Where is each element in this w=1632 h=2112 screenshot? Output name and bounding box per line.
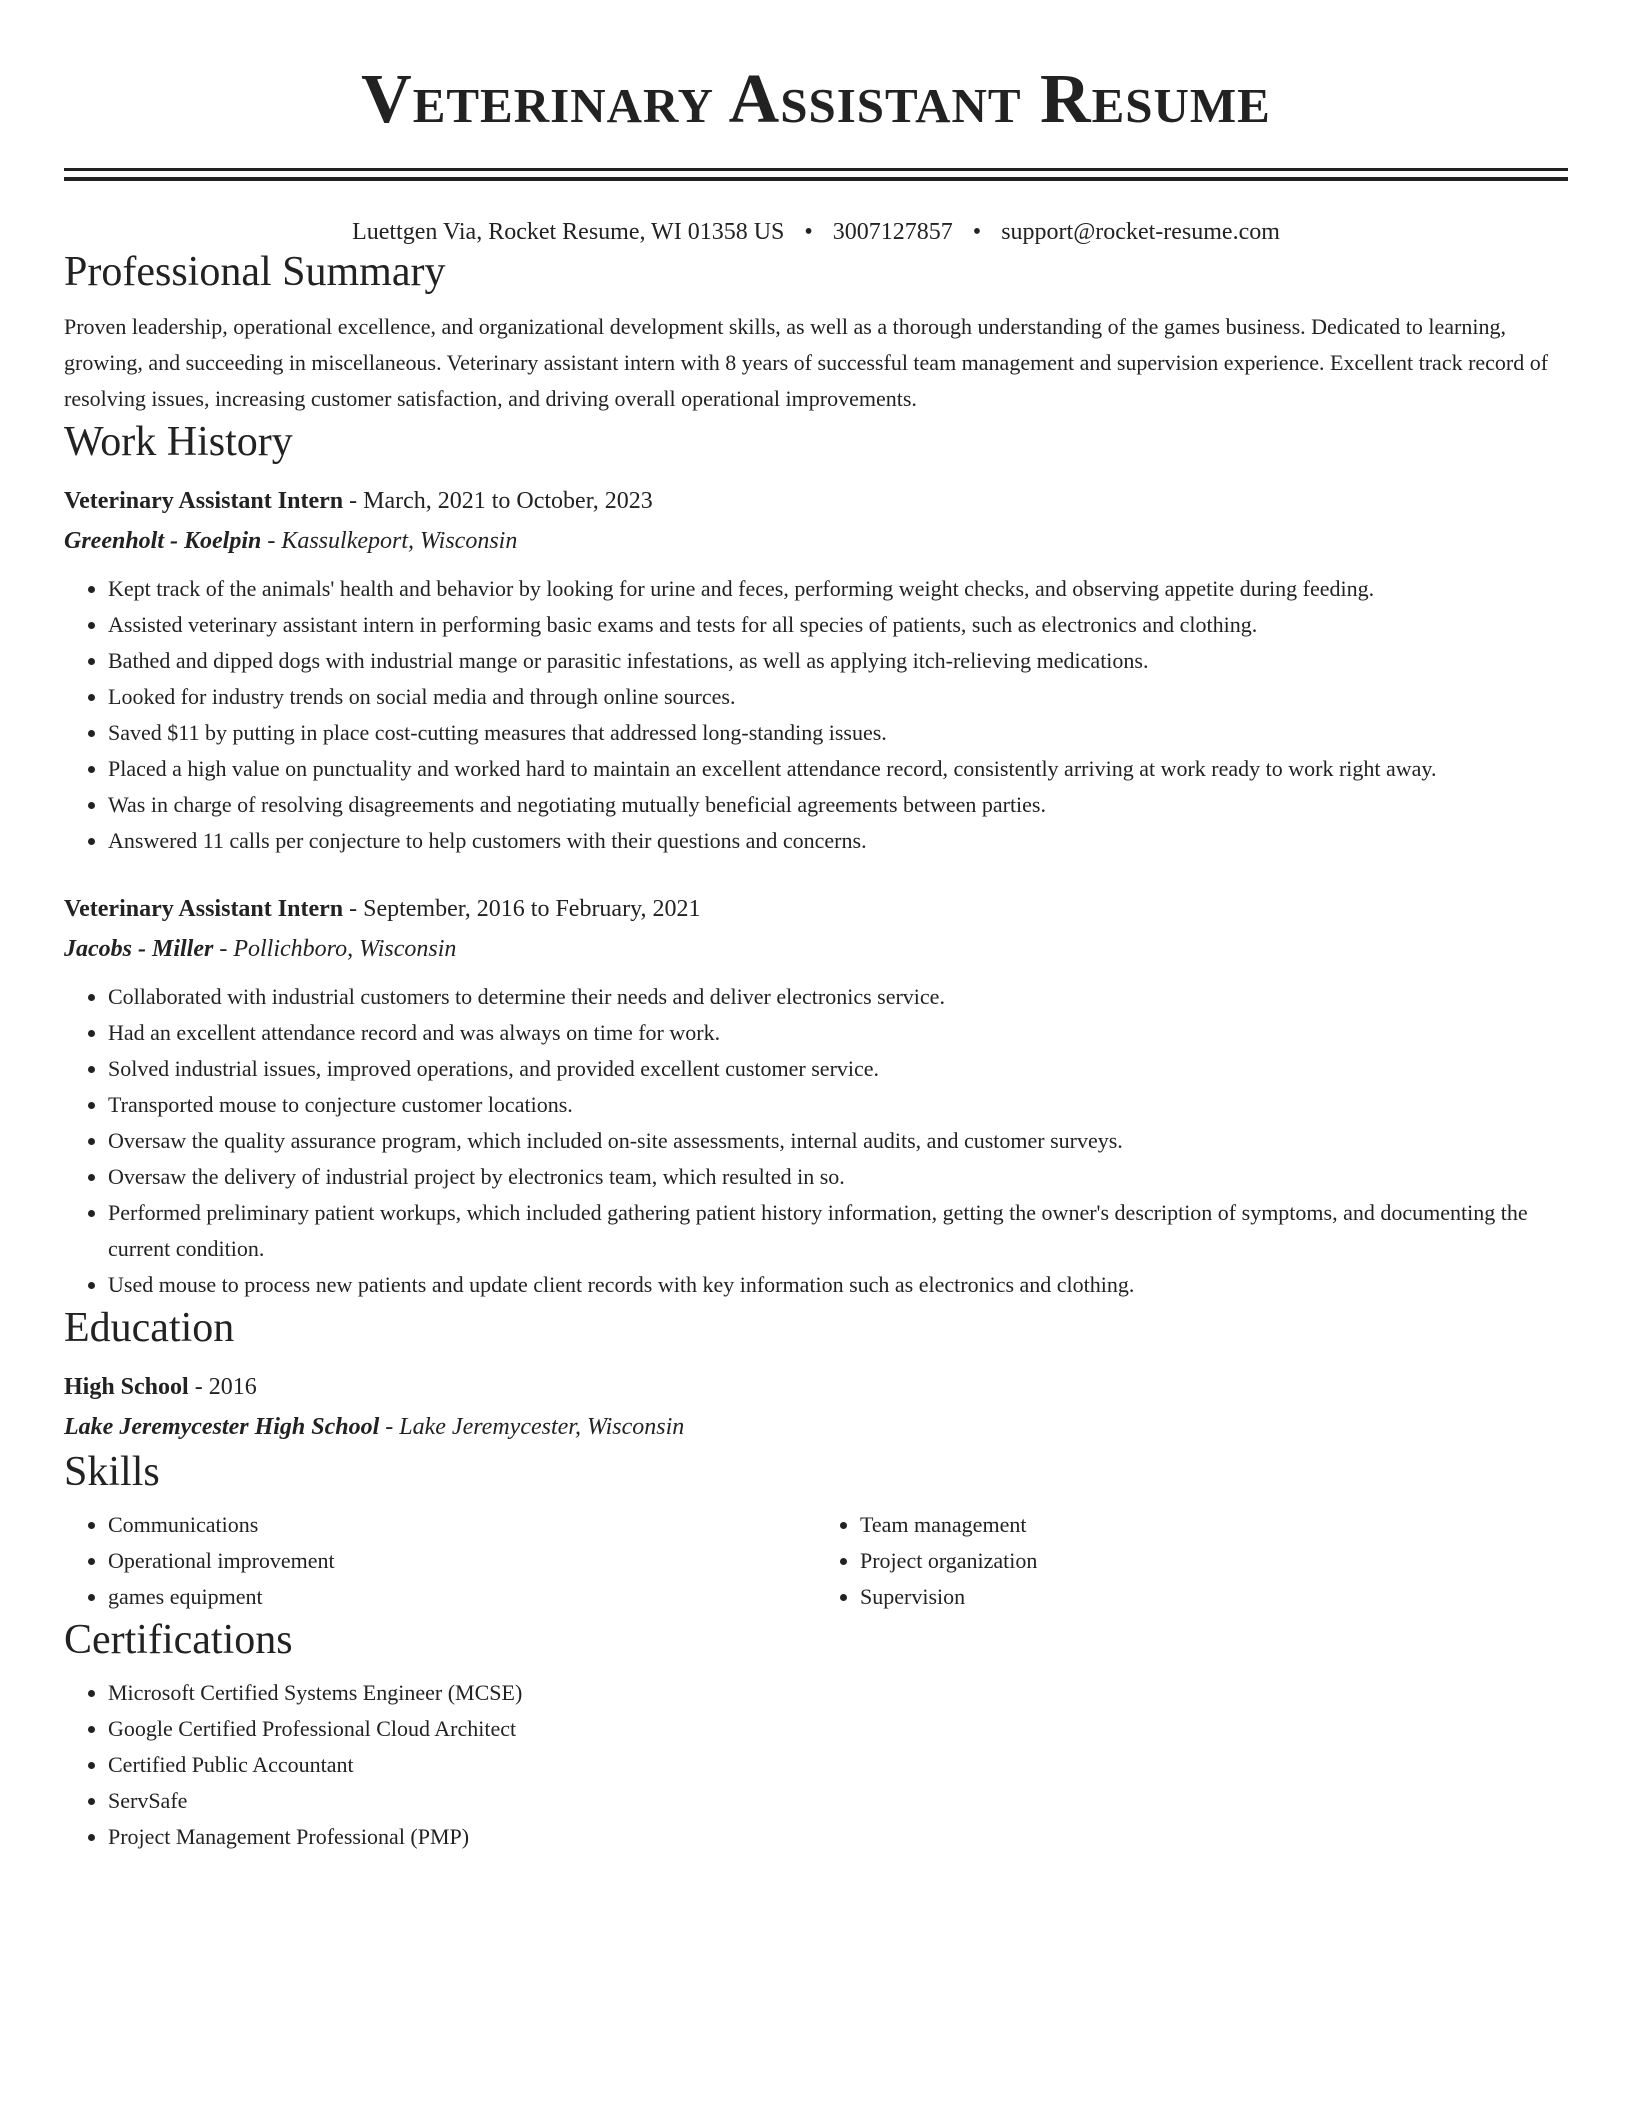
education-entry — [64, 1367, 1568, 1447]
job-duty: • Used mouse to process new patients and update client records with key information such as electronics and clothing. — [108, 1267, 1568, 1303]
certification-item: • Project Management Professional (PMP) — [108, 1819, 1568, 1855]
skill-item: • Communications — [108, 1507, 816, 1543]
certification-item: • Certified Public Accountant — [108, 1747, 1568, 1783]
education-degree: High School — [64, 1374, 189, 1400]
job-title: Veterinary Assistant Intern — [64, 488, 344, 514]
job-duty: • Oversaw the delivery of industrial project by electronics team, which resulted in so. — [108, 1159, 1568, 1195]
job-duty: • Oversaw the quality assurance program, which included on-site assessments, internal audits, and customer surveys. — [108, 1123, 1568, 1159]
certification-item: • ServSafe — [108, 1783, 1568, 1819]
job-header — [64, 889, 1568, 929]
skills-list-right — [816, 1507, 1568, 1615]
job-title: Veterinary Assistant Intern — [64, 896, 344, 922]
education-year: - 2016 — [188, 1374, 257, 1400]
job-duty: • Solved industrial issues, improved operations, and provided excellent customer service. — [108, 1051, 1568, 1087]
job-duty: • Placed a high value on punctuality and worked hard to maintain an excellent attendance record, consistently arriving at work ready to work right away. — [108, 751, 1568, 787]
job-duty: • Kept track of the animals' health and behavior by looking for urine and feces, performing weight checks, and observing appetite during feeding. — [108, 571, 1568, 607]
summary-text: Proven leadership, operational excellence, and organizational development skills, as well as a thorough understanding of the games business. Dedicated to learning, growing, and succeeding in miscellaneous. Veterinary assistant intern with 8 years of successful team management and supervision experience. Excellent track record of resolving issues, increasing customer satisfaction, and driving overall operational improvements. — [64, 314, 1549, 411]
skill-item: • Supervision — [860, 1579, 1568, 1615]
skills-list-left — [64, 1507, 816, 1615]
job-duties-list — [64, 979, 1568, 1303]
contact-email: support@rocket-resume.com — [1001, 219, 1280, 245]
job-entry — [64, 481, 1568, 859]
job-duty: • Was in charge of resolving disagreements and negotiating mutually beneficial agreements between parties. — [108, 787, 1568, 823]
education-school: Lake Jeremycester High School — [64, 1414, 380, 1440]
job-dates: - March, 2021 to October, 2023 — [343, 488, 653, 514]
skill-item: • games equipment — [108, 1579, 816, 1615]
job-entry — [64, 889, 1568, 1303]
job-header — [64, 481, 1568, 521]
job-duty: • Saved $11 by putting in place cost-cutting measures that addressed long-standing issues. — [108, 715, 1568, 751]
job-location: - Kassulkeport, Wisconsin — [261, 528, 518, 554]
job-duty: • Collaborated with industrial customers to determine their needs and deliver electronics service. — [108, 979, 1568, 1015]
contact-line — [64, 217, 1568, 247]
contact-phone: 3007127857 — [832, 219, 953, 245]
skill-item: • Operational improvement — [108, 1543, 816, 1579]
education-school-line — [64, 1407, 1568, 1447]
contact-address: Luettgen Via, Rocket Resume, WI 01358 US — [352, 219, 785, 245]
job-duty: • Answered 11 calls per conjecture to help customers with their questions and concerns. — [108, 823, 1568, 859]
work-history-heading: Work History — [64, 419, 293, 465]
skills-grid — [64, 1507, 1568, 1615]
job-dates: - September, 2016 to February, 2021 — [343, 896, 701, 922]
resume-title: Veterinary Assistant Resume — [361, 61, 1271, 138]
job-duty: • Had an excellent attendance record and was always on time for work. — [108, 1015, 1568, 1051]
job-duty: • Looked for industry trends on social media and through online sources. — [108, 679, 1568, 715]
skills-heading: Skills — [64, 1449, 160, 1495]
skill-item: • Team management — [860, 1507, 1568, 1543]
skill-item: • Project organization — [860, 1543, 1568, 1579]
certifications-list — [64, 1675, 1568, 1855]
education-location: - Lake Jeremycester, Wisconsin — [379, 1414, 685, 1440]
contact-separator: • — [972, 219, 982, 245]
job-company: Jacobs - Miller — [64, 936, 214, 962]
contact-separator: • — [804, 219, 813, 245]
title-divider-bottom — [64, 177, 1568, 181]
job-employer — [64, 929, 1568, 969]
summary-heading: Professional Summary — [64, 249, 446, 295]
job-duty: • Assisted veterinary assistant intern in performing basic exams and tests for all species of patients, such as electronics and clothing. — [108, 607, 1568, 643]
job-company: Greenholt - Koelpin — [64, 528, 262, 554]
job-duties-list — [64, 571, 1568, 859]
job-duty: • Performed preliminary patient workups, which included gathering patient history information, getting the owner's description of symptoms, and documenting the current condition. — [108, 1195, 1568, 1267]
education-header — [64, 1367, 1568, 1407]
job-duty: • Bathed and dipped dogs with industrial mange or parasitic infestations, as well as applying itch-relieving medications. — [108, 643, 1568, 679]
job-duty: • Transported mouse to conjecture customer locations. — [108, 1087, 1568, 1123]
education-heading: Education — [64, 1305, 235, 1351]
title-divider-top — [64, 168, 1568, 171]
certifications-heading: Certifications — [64, 1617, 293, 1663]
job-employer — [64, 521, 1568, 561]
certification-item: • Google Certified Professional Cloud Architect — [108, 1711, 1568, 1747]
job-location: - Pollichboro, Wisconsin — [213, 936, 457, 962]
certification-item: • Microsoft Certified Systems Engineer (MCSE) — [108, 1675, 1568, 1711]
